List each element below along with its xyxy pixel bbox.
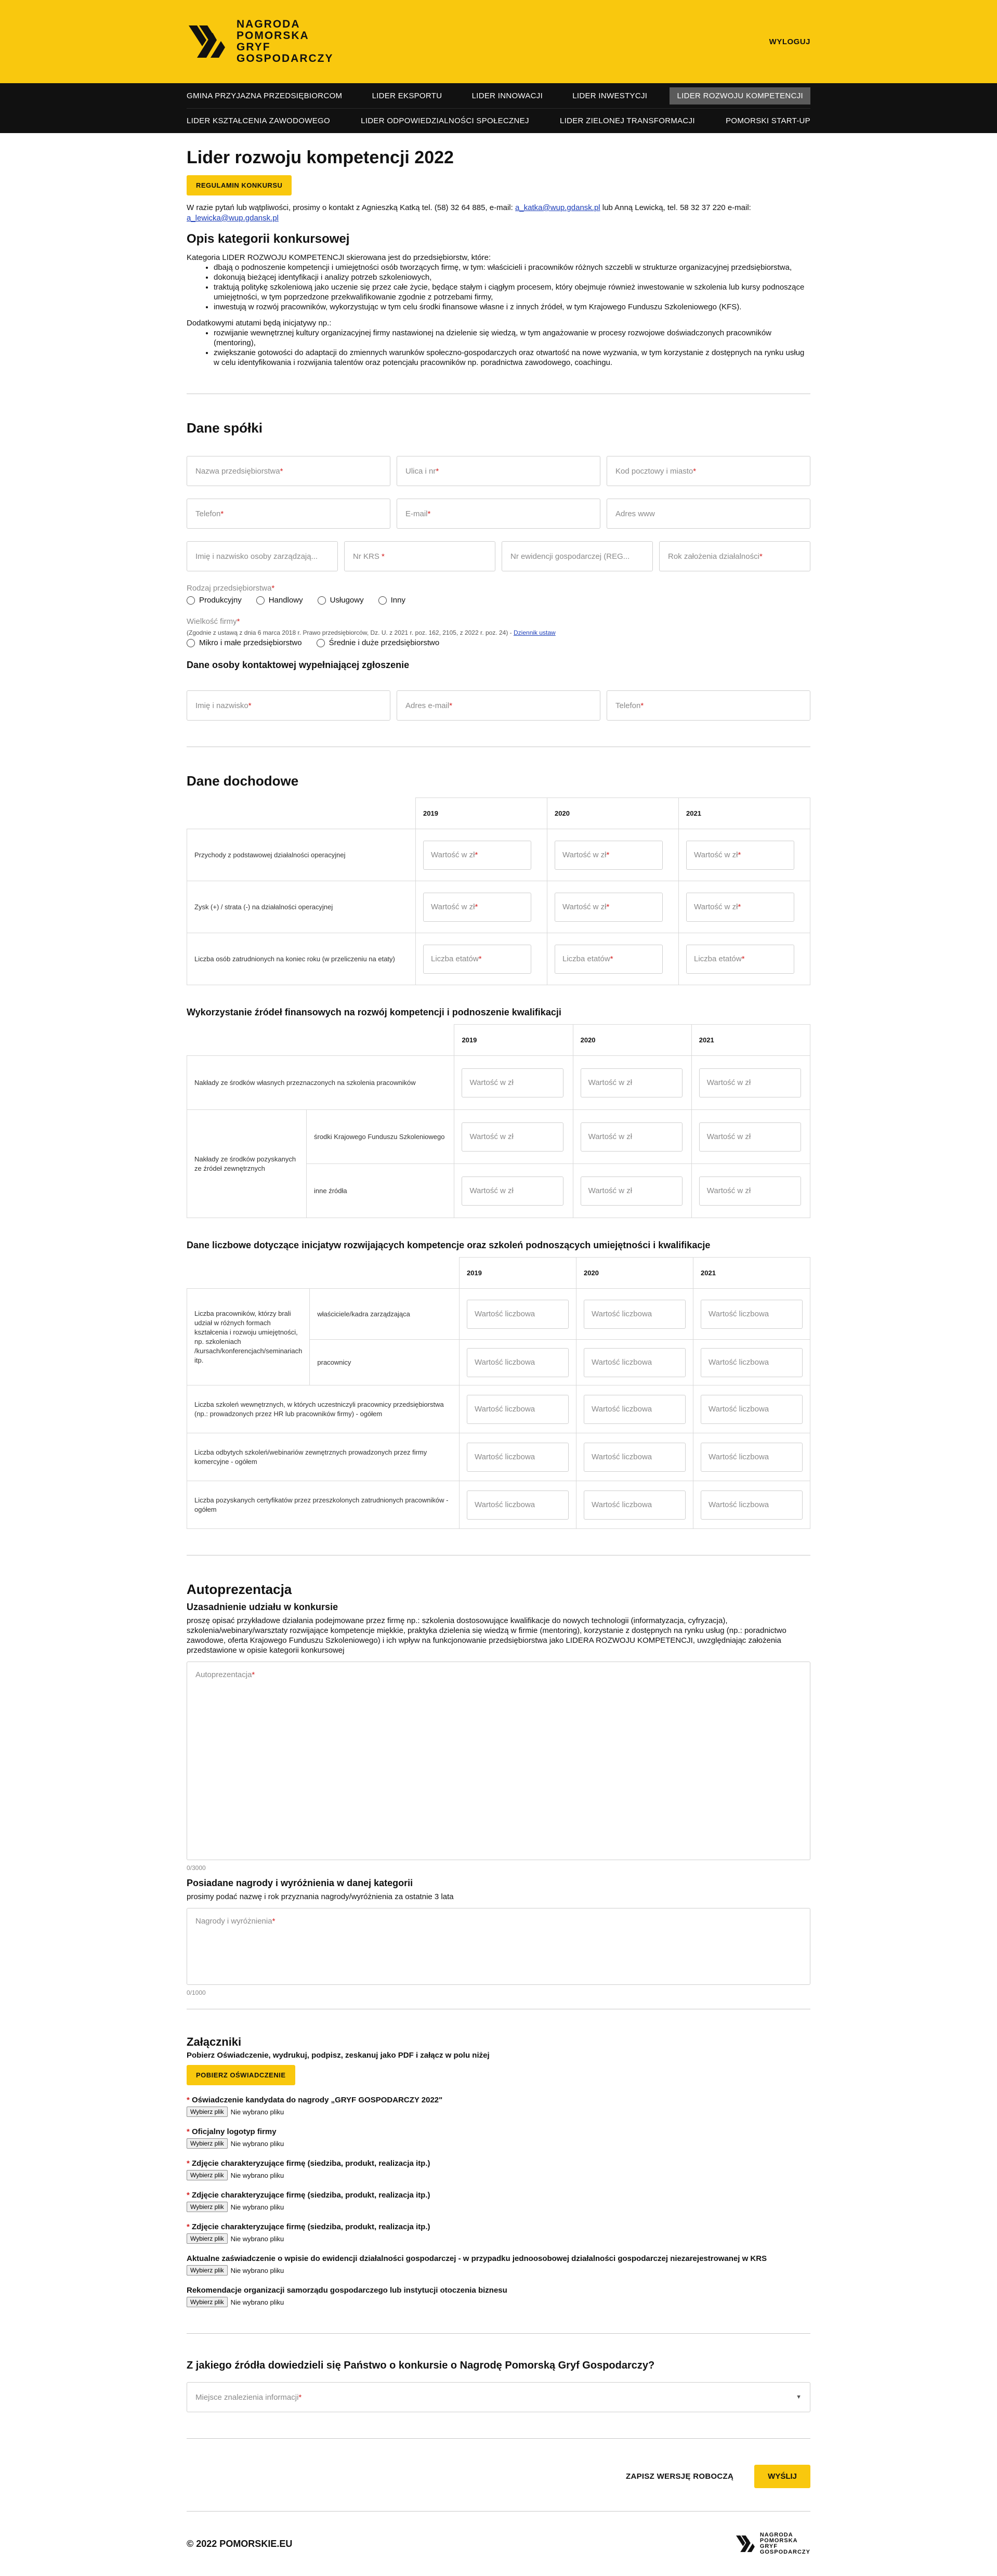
year-header: 2019 [454,1025,573,1056]
www-input[interactable]: Adres www [607,499,810,529]
table-row [187,933,810,985]
table-row [187,1433,810,1481]
certificates-2020-input[interactable]: Wartość liczbowa [584,1490,686,1520]
send-button[interactable]: WYŚLIJ [754,2465,810,2488]
no-file-text: Nie wybrano pliku [230,2298,284,2306]
year-header: 2020 [547,798,679,829]
external-trainings-2021-input[interactable]: Wartość liczbowa [701,1443,803,1472]
choose-file-button[interactable]: Wybierz plik [187,2170,228,2180]
radio-icon [317,639,325,647]
numbers-sub-label: pracownicy [310,1340,460,1385]
gryf-logo-icon [735,2533,756,2554]
fte-2021-input[interactable]: Liczba etatów * [686,945,794,974]
table-row [187,1056,810,1110]
revenue-2020-input[interactable]: Wartość w zł * [555,841,663,870]
certificates-2021-input[interactable]: Wartość liczbowa [701,1490,803,1520]
numbers-row-label: Liczba szkoleń wewnętrznych, w których uczestniczyli pracownicy przedsiębiorstwa (np.: prowadzonych przez HR lub pracowników firmy) - ogółem [187,1385,460,1433]
own-funds-2020-input[interactable]: Wartość w zł [581,1068,683,1097]
contact-email-link[interactable]: a_lewicka@wup.gdansk.pl [187,214,279,223]
logo-wordmark: NAGRODA POMORSKA GRYF GOSPODARCZY [759,2532,810,2555]
radio-icon [256,596,265,605]
no-file-text: Nie wybrano pliku [230,2203,284,2211]
other-funds-2020-input[interactable]: Wartość w zł [581,1176,683,1206]
download-declaration-button[interactable]: POBIERZ OŚWIADCZENIE [187,2065,295,2085]
awards-text: prosimy podać nazwę i rok przyznania nagrody/wyróżnienia za ostatnie 3 lata [187,1892,454,1901]
justification-text: proszę opisać przykładowe działania podejmowane przez firmę np.: szkolenia dostosowujące kwalifikacje do nowych technologii (informatyzacja, cyfryzacja), szkolenia/webinary/warsztaty rozwijające kompetencje miękkie, praktyka dzielenia się wiedzą w firmie (mentoring), korzystanie z dostępnych na rynku usług (np.: poradnictwo zawodowe, oferta Krajowego Funduszu Szkoleniowego) i ich wpływ na funkcjonowanie przedsiębiorstwa jako LIDERA ROZWOJU KOMPETENCJI, uwzględniając założenia przedstawione w opisie kategorii konkursowej [187,1616,786,1655]
company-name-input[interactable]: Nazwa przedsiębiorstwa * [187,456,390,486]
no-file-text: Nie wybrano pliku [230,2266,284,2274]
dziennik-link[interactable]: Dziennik ustaw [514,629,556,636]
internal-trainings-2021-input[interactable]: Wartość liczbowa [701,1395,803,1424]
attachments-title: Załączniki [187,2035,242,2048]
choose-file-button[interactable]: Wybierz plik [187,2297,228,2307]
regon-input[interactable]: Nr ewidencji gospodarczej (REG... [502,541,653,571]
certificates-2019-input[interactable]: Wartość liczbowa [467,1490,569,1520]
choose-file-button[interactable]: Wybierz plik [187,2202,228,2212]
funding-group-label: Nakłady ze środków pozyskanych ze źródeł zewnętrznych [187,1110,307,1218]
revenue-2019-input[interactable]: Wartość w zł * [423,841,531,870]
company-type-label: Rodzaj przedsiębiorstwa* [187,584,275,593]
table-row [187,829,810,881]
external-trainings-2019-input[interactable]: Wartość liczbowa [467,1443,569,1472]
page-title: Lider rozwoju kompetencji 2022 [187,148,454,167]
own-funds-2019-input[interactable]: Wartość w zł [462,1068,563,1097]
self-presentation-title: Autoprezentacja [187,1581,292,1597]
company-type-radios [187,596,810,605]
choose-file-button[interactable]: Wybierz plik [187,2233,228,2244]
form-actions [187,2465,810,2488]
site-footer [187,2511,810,2576]
main-content [187,133,810,2488]
numbers-row-label: Liczba odbytych szkoleń/webinariów zewnętrznych prowadzonych przez firmy komercyjne - ogółem [187,1433,460,1481]
street-input[interactable]: Ulica i nr * [397,456,600,486]
income-section-title: Dane dochodowe [187,773,299,789]
divider [187,2333,810,2334]
kfs-2021-input[interactable]: Wartość w zł [699,1122,801,1152]
company-type-radio[interactable]: Usługowy [318,596,364,605]
awards-title: Posiadane nagrody i wyróżnienia w danej kategorii [187,1878,413,1888]
category-bullet: • traktują politykę szkoleniową jako uczenie się przez całe życie, będące stałym i ciągłym procesem, który obejmuje również inwestowanie w szkolenia lub kursy podnoszące umiejętności, w tym poprzedzone przekwalifikowanie zgodnie z potrzebami firmy, [214,282,810,302]
category-title: Opis kategorii konkursowej [187,232,350,246]
char-counter: 0/1000 [187,1989,206,1996]
numbers-row-label: Liczba pozyskanych certyfikatów przez przeszkolonych zatrudnionych pracowników - ogółem [187,1481,460,1529]
other-funds-2019-input[interactable]: Wartość w zł [462,1176,563,1206]
choose-file-button[interactable]: Wybierz plik [187,2107,228,2117]
attachment-item: * Zdjęcie charakteryzujące firmę (siedziba, produkt, realizacja itp.) Wybierz plik Nie wybrano pliku [187,2159,810,2180]
chevron-down-icon: ▼ [796,2394,802,2400]
awards-textarea[interactable]: Nagrody i wyróżnienia* [187,1908,810,1985]
internal-trainings-2020-input[interactable]: Wartość liczbowa [584,1395,686,1424]
table-row [187,1110,810,1164]
numbers-section-title: Dane liczbowe dotyczące inicjatyw rozwijających kompetencje oraz szkoleń podnoszących umiejętności i kwalifikacje [187,1240,711,1250]
attachment-item: * Zdjęcie charakteryzujące firmę (siedziba, produkt, realizacja itp.) Wybierz plik Nie wybrano pliku [187,2222,810,2244]
company-type-radio[interactable]: Inny [378,596,405,605]
attachment-item: * Oficjalny logotyp firmy Wybierz plik Nie wybrano pliku [187,2127,810,2149]
logout-link[interactable]: WYLOGUJ [769,37,810,46]
attachment-item: * Oświadczenie kandydata do nagrody „GRYF GOSPODARCZY 2022" Wybierz plik Nie wybrano pliku [187,2096,810,2117]
company-size-radios [187,638,810,647]
funding-section-title: Wykorzystanie źródeł finansowych na rozwój kompetencji i podnoszenie kwalifikacji [187,1007,561,1017]
radio-icon [378,596,387,605]
category-extra-intro: Dodatkowymi atutami będą inicjatywy np.: [187,319,332,328]
category-bullet: • dokonują bieżącej identyfikacji i analizy potrzeb szkoleniowych, [214,272,810,282]
company-type-radio[interactable]: Handlowy [256,596,303,605]
mgmt-2020-input[interactable]: Wartość liczbowa [584,1300,686,1329]
company-size-radio[interactable]: Mikro i małe przedsiębiorstwo [187,638,302,647]
year-header: 2021 [691,1025,810,1056]
contact-text: W razie pytań lub wątpliwości, prosimy o kontakt z Agnieszką Katką tel. (58) 32 64 885, e-mail: [187,203,515,212]
mgmt-2019-input[interactable]: Wartość liczbowa [467,1300,569,1329]
contact-person-title: Dane osoby kontaktowej wypełniającej zgłoszenie [187,660,410,670]
mgmt-2021-input[interactable]: Wartość liczbowa [701,1300,803,1329]
year-header: 2019 [460,1258,576,1289]
attachments-instruction: Pobierz Oświadczenie, wydrukuj, podpisz, zeskanuj jako PDF i załącz w polu niżej [187,2051,490,2060]
year-header: 2019 [416,798,547,829]
contact-info [187,203,810,224]
radio-icon [318,596,326,605]
choose-file-button[interactable]: Wybierz plik [187,2265,228,2276]
radio-icon [187,596,195,605]
profit-2020-input[interactable]: Wartość w zł * [555,893,663,922]
attachment-item: * Zdjęcie charakteryzujące firmę (siedziba, produkt, realizacja itp.) Wybierz plik Nie wybrano pliku [187,2191,810,2212]
source-question-title: Z jakiego źródła dowiedzieli się Państwo o konkursie o Nagrodę Pomorską Gryf Gospodarczy? [187,2360,655,2371]
nav-item-innowacje[interactable]: LIDER INNOWACJI [471,91,543,100]
no-file-text: Nie wybrano pliku [230,2171,284,2179]
kfs-2019-input[interactable]: Wartość w zł [462,1122,563,1152]
category-extra-bullet: • zwiększanie gotowości do adaptacji do zmiennych warunków społeczno-gospodarczych oraz otwartość na nowe wyzwania, w tym korzystanie z dostępnych na rynku usług w celu identyfikowania i rozwijania talentów oraz potencjału pracowników np. poradnictwa zawodowego, coachingu. [214,348,810,368]
year-header: 2021 [693,1258,810,1289]
profit-2021-input[interactable]: Wartość w zł * [686,893,794,922]
char-counter: 0/3000 [187,1864,206,1872]
nav-item-ksztalcenie[interactable]: LIDER KSZTAŁCENIA ZAWODOWEGO [187,116,330,125]
nav-item-kompetencje[interactable]: LIDER ROZWOJU KOMPETENCJI [670,87,810,104]
choose-file-button[interactable]: Wybierz plik [187,2138,228,2149]
gryf-logo[interactable] [187,19,334,64]
logo-wordmark: NAGRODA POMORSKA GRYF GOSPODARCZY [237,18,334,64]
category-bullet: • inwestują w rozwój pracowników, wykorzystując w tym celu środki finansowe własne i z innych źródeł, w tym Krajowego Funduszu Szkoleniowego (KFS). [214,302,810,312]
company-size-note: (Zgodnie z ustawą z dnia 6 marca 2018 r. Prawo przedsiębiorców, Dz. U. z 2021 r. poz. 162, 2105, z 2022 r. poz. 24) - Dziennik ustaw [187,629,556,636]
manager-name-input[interactable]: Imię i nazwisko osoby zarządzają... [187,541,338,571]
site-header [0,0,997,83]
funding-row-label: Nakłady ze środków własnych przeznaczonych na szkolenia pracowników [187,1056,454,1110]
phone-input[interactable]: Telefon * [187,499,390,529]
contact-email-input[interactable]: Adres e-mail * [397,690,600,721]
no-file-text: Nie wybrano pliku [230,2234,284,2243]
fte-2019-input[interactable]: Liczba etatów * [423,945,531,974]
profit-2019-input[interactable]: Wartość w zł * [423,893,531,922]
category-extra-bullet: • rozwijanie wewnętrznej kultury organizacyjnej firmy nastawionej na dzielenie się wiedzą, w tym angażowanie w procesy rozwojowe doświadczonych pracowników (mentoring), [214,328,810,348]
funding-sub-label: inne źródła [307,1164,454,1218]
internal-trainings-2019-input[interactable]: Wartość liczbowa [467,1395,569,1424]
self-presentation-textarea[interactable]: Autoprezentacja* [187,1662,810,1860]
income-row-label: Zysk (+) / strata (-) na działalności operacyjnej [187,881,416,933]
employees-2021-input[interactable]: Wartość liczbowa [701,1348,803,1377]
email-input[interactable]: E-mail * [397,499,600,529]
table-row [187,881,810,933]
fte-2020-input[interactable]: Liczba etatów * [555,945,663,974]
nav-item-eksport[interactable]: LIDER EKSPORTU [372,91,442,100]
nav-item-gmina[interactable]: GMINA PRZYJAZNA PRZEDSIĘBIORCOM [187,91,343,100]
contact-name-input[interactable]: Imię i nazwisko * [187,690,390,721]
company-size-radio[interactable]: Średnie i duże przedsiębiorstwo [317,638,440,647]
employees-2020-input[interactable]: Wartość liczbowa [584,1348,686,1377]
radio-icon [187,639,195,647]
table-row [187,1385,810,1433]
company-section-title: Dane spółki [187,420,263,436]
company-type-radio[interactable]: Produkcyjny [187,596,242,605]
attachment-item: Aktualne zaświadczenie o wpisie do ewidencji działalności gospodarczej - w przypadku jednoosobowej działalności gospodarczej niezarejestrowanej w KRS Wybierz plik Nie wybrano pliku [187,2254,810,2276]
numbers-table [187,1257,810,1529]
gryf-logo-icon [187,21,227,62]
copyright-text: © 2022 POMORSKIE.EU [187,2538,293,2549]
income-table [187,797,810,985]
nav-item-zielona[interactable]: LIDER ZIELONEJ TRANSFORMACJI [560,116,695,125]
no-file-text: Nie wybrano pliku [230,2108,284,2116]
numbers-group-label: Liczba pracowników, którzy brali udział w różnych formach kształcenia i rozwoju umiejętności, np. szkoleniach /kursach/konferencjach/seminariach itp. [187,1289,310,1385]
kfs-2020-input[interactable]: Wartość w zł [581,1122,683,1152]
table-row [187,1289,810,1340]
category-bullet: • dbają o podnoszenie kompetencji i umiejętności osób tworzących firmę, w tym: właścicieli i pracowników różnych szczebli w strukturze organizacyjnej przedsiębiorstwa, [214,263,810,272]
nav-item-startup[interactable]: POMORSKI START-UP [726,116,810,125]
company-size-label: Wielkość firmy* [187,617,240,626]
table-row [187,1481,810,1529]
category-intro: Kategoria LIDER ROZWOJU KOMPETENCJI skierowana jest do przedsiębiorstw, które: [187,253,491,262]
attachment-item: Rekomendacje organizacji samorządu gospodarczego lub instytucji otoczenia biznesu Wybierz plik Nie wybrano pliku [187,2286,810,2307]
contact-phone-input[interactable]: Telefon * [607,690,810,721]
year-header: 2020 [576,1258,693,1289]
external-trainings-2020-input[interactable]: Wartość liczbowa [584,1443,686,1472]
funding-sub-label: środki Krajowego Funduszu Szkoleniowego [307,1110,454,1164]
own-funds-2021-input[interactable]: Wartość w zł [699,1068,801,1097]
other-funds-2021-input[interactable]: Wartość w zł [699,1176,801,1206]
year-header: 2020 [573,1025,691,1056]
income-row-label: Liczba osób zatrudnionych na koniec roku (w przeliczeniu na etaty) [187,933,416,985]
nav-item-odpowiedzialnosc[interactable]: LIDER ODPOWIEDZIALNOŚCI SPOŁECZNEJ [361,116,529,125]
footer-logo[interactable] [735,2532,810,2555]
krs-input[interactable]: Nr KRS * [344,541,495,571]
justification-title: Uzasadnienie udziału w konkursie [187,1602,338,1612]
save-draft-button[interactable]: ZAPISZ WERSJĘ ROBOCZĄ [626,2472,734,2481]
numbers-sub-label: właściciele/kadra zarządzająca [310,1289,460,1340]
employees-2019-input[interactable]: Wartość liczbowa [467,1348,569,1377]
category-description [187,253,810,368]
source-select[interactable]: Miejsce znalezienia informacji* ▼ [187,2382,810,2412]
no-file-text: Nie wybrano pliku [230,2139,284,2148]
revenue-2021-input[interactable]: Wartość w zł * [686,841,794,870]
founding-year-input[interactable]: Rok założenia działalności * [659,541,810,571]
year-header: 2021 [679,798,810,829]
contact-email-link[interactable]: a_katka@wup.gdansk.pl [515,203,600,212]
divider [187,2438,810,2439]
postal-city-input[interactable]: Kod pocztowy i miasto * [607,456,810,486]
funding-table [187,1024,810,1218]
category-nav [0,83,997,133]
rules-button[interactable]: REGULAMIN KONKURSU [187,175,292,195]
contact-text: lub Anną Lewicką, tel. 58 32 37 220 e-mail: [600,203,751,212]
nav-item-inwestycje[interactable]: LIDER INWESTYCJI [572,91,648,100]
income-row-label: Przychody z podstawowej działalności operacyjnej [187,829,416,881]
